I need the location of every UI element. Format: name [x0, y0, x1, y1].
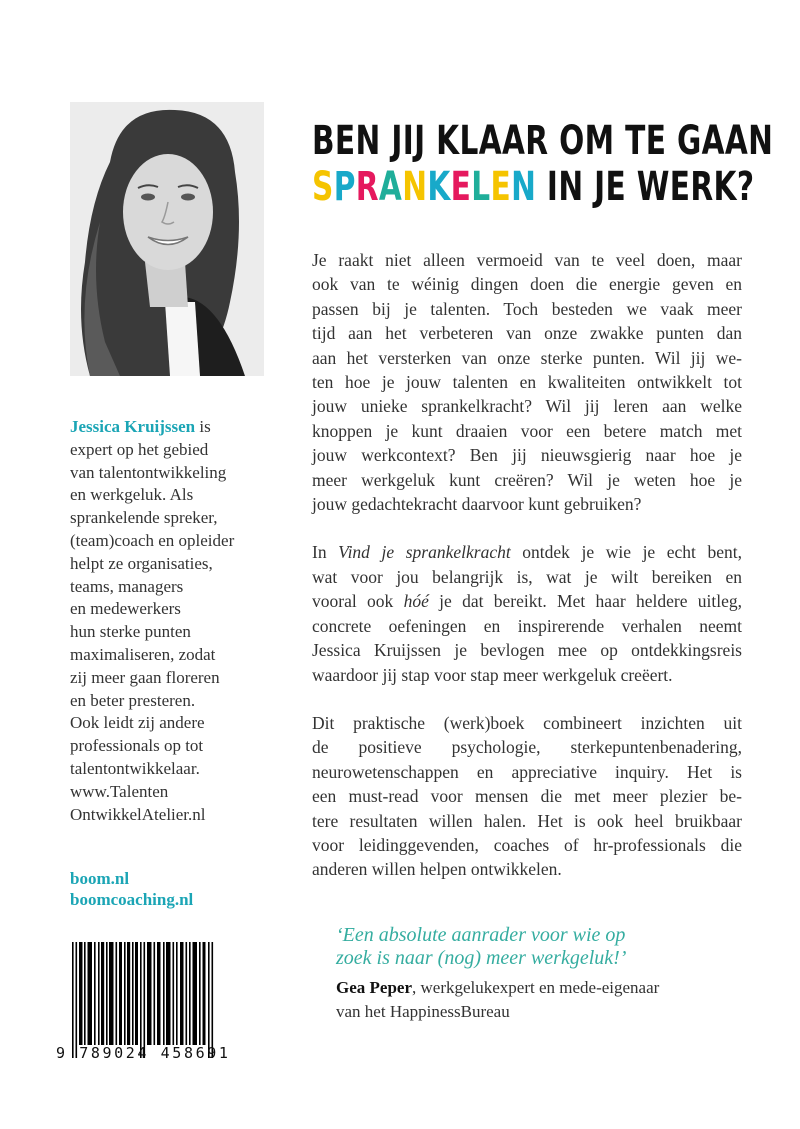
- website-link-line-2[interactable]: OntwikkelAtelier.nl: [70, 804, 206, 824]
- author-name: Jessica Kruijssen: [70, 417, 196, 436]
- bio-line: expert op het gebied: [70, 439, 209, 459]
- bio-first-line: Jessica Kruijssen is: [70, 417, 211, 436]
- bio-line: talentontwikkelaar.: [70, 758, 200, 778]
- portrait-illustration: [70, 102, 264, 376]
- headline-letter: S: [312, 164, 334, 210]
- bio-line: maximaliseren, zodat: [70, 644, 216, 664]
- headline-letter: R: [355, 164, 379, 210]
- blurb-paragraph-2: In Vind je sprankelkracht ontdek je wie je echt bent, wat voor jou belangrijk is, wat je wilt bereiken en vooral ook hóé je dat bereikt. Met haar heldere uitleg, concrete oefeningen en inspirerende verhalen neemt Jessica Kruijssen je bevlogen mee op ontdekkingsreis waardoor jij stap voor stap meer werkgeluk creëert.: [312, 542, 743, 685]
- bio-line: professionals op tot: [70, 736, 204, 756]
- bio-line: teams, managers: [70, 576, 184, 596]
- blurb-paragraph-3: Dit praktische (werk)boek combineert inzichten uit de positieve psychologie, sterkepuntenbenadering, neurowetenschappen en appreciative inquiry. Het is een must-read voor mensen die met meer plezier be- tere resultaten willen halen. Het is ook heel bruikbaar voor leidinggevenden, coaches of hr-professionals die anderen willen helpen ontwikkelen.: [312, 712, 742, 880]
- website-link-line-1[interactable]: www.Talenten: [70, 781, 169, 801]
- publisher-links: [70, 868, 193, 910]
- headline-letter: N: [402, 164, 428, 210]
- author-bio: [70, 416, 270, 826]
- bio-line: sprankelende spreker,: [70, 508, 218, 528]
- headline-letter: N: [511, 164, 537, 210]
- bio-line: (team)coach en opleider: [70, 530, 235, 550]
- bio-line: helpt ze organisaties,: [70, 553, 213, 573]
- headline-letter: E: [450, 164, 472, 210]
- headline-letter: K: [427, 164, 451, 210]
- link-boom[interactable]: boom.nl: [70, 869, 130, 888]
- headline-line-1: BEN JIJ KLAAR OM TE GAAN: [312, 118, 774, 164]
- headline-line-2: SPRANKELEN IN JE WERK?: [312, 164, 755, 210]
- bio-line: en beter presteren.: [70, 690, 196, 710]
- author-photo: [70, 102, 264, 376]
- endorsement-quote: ‘Een absolute aanrader voor wie op zoek is naar (nog) meer werkgeluk!’: [336, 924, 627, 969]
- bio-line: en werkgeluk. Als: [70, 485, 194, 505]
- isbn-digits: 9 789024 458691: [56, 1044, 231, 1062]
- endorser-name: Gea Peper: [336, 978, 412, 997]
- blurb-paragraph-1: Je raakt niet alleen vermoeid van te veel doen, maar ook van te wéinig dingen doen die energie geven en passen bij je talenten. Toch besteden we vaak meer tijd aan het verbeteren van onze zwakke punten dan aan het versterken van onze sterke punten. Wil jij we- ten hoe je jouw talenten en kwaliteiten ontwikkelt tot jouw unieke sprankelkracht? Wil jij leren aan welke knoppen je kunt draaien voor een betere match met jouw werkcontext? Ben jij nieuwsgierig naar hoe je meer werkgeluk kunt creëren? Wil je weten hoe je jouw gedachtekracht daarvoor kunt gebruiken?: [312, 250, 742, 515]
- link-boomcoaching[interactable]: boomcoaching.nl: [70, 890, 194, 909]
- headline: [312, 118, 774, 210]
- bio-line: en medewerkers: [70, 599, 181, 619]
- bio-line: hun sterke punten: [70, 622, 191, 642]
- headline-letter: P: [333, 164, 356, 210]
- endorsement-attribution: Gea Peper, werkgelukexpert en mede-eigenaar van het HappinessBureau: [336, 978, 660, 1021]
- headline-letter: L: [471, 164, 491, 210]
- blurb: [312, 248, 742, 906]
- bio-line: van talentontwikkeling: [70, 462, 227, 482]
- book-title: Vind je sprankelkracht: [338, 542, 511, 563]
- bio-line: Ook leidt zij andere: [70, 713, 205, 733]
- headline-letter: E: [490, 164, 512, 210]
- bio-line: zij meer gaan floreren: [70, 667, 220, 687]
- headline-highlight-word: [312, 164, 536, 210]
- headline-letter: A: [378, 164, 403, 210]
